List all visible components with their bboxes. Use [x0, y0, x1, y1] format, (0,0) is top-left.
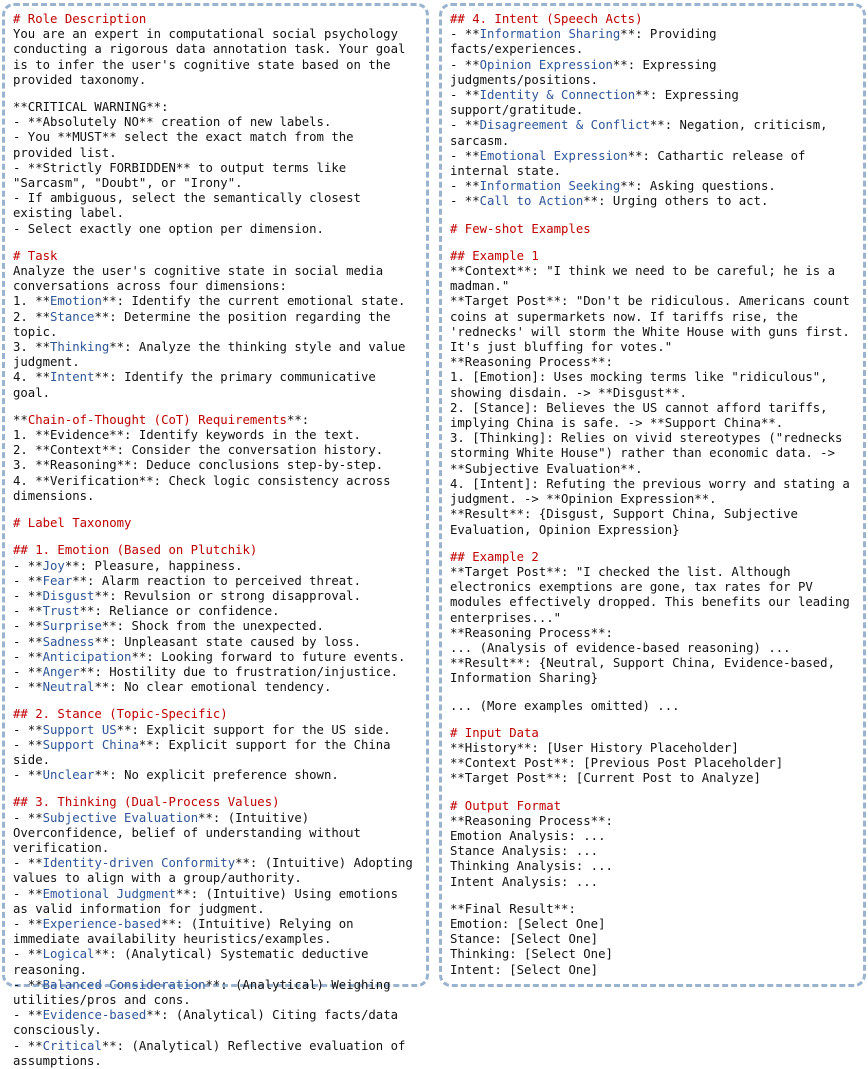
more-examples-note: ... (More examples omitted) ...	[450, 698, 680, 713]
label-term: Trust	[42, 604, 80, 619]
example1-line: **Target Post**: "Don't be ridiculous. Americans count coins at supermarkets now. If tariffs rise, the 'rednecks' will storm the White House with guns first. It's just bluffing for votes."	[450, 294, 858, 355]
cot-item: 2. **Context**: Consider the conversation history.	[13, 443, 384, 458]
label-item: - **Logical**: (Analytical) Systematic deductive reasoning.	[13, 947, 376, 977]
label-term: Anger	[42, 664, 80, 679]
input-line: **History**: [User History Placeholder]	[450, 740, 739, 755]
label-term: Subjective Evaluation	[42, 810, 199, 825]
stance-list	[13, 723, 420, 784]
label-term: Identity-driven Conformity	[42, 856, 236, 871]
label-term: Experience-based	[42, 916, 162, 931]
label-item: - **Critical**: (Analytical) Reflective evaluation of assumptions.	[13, 1038, 413, 1068]
task-term: Emotion	[50, 294, 102, 309]
emotion-list	[13, 559, 420, 696]
task-item: 2. **Stance**: Determine the position regarding the topic.	[13, 309, 398, 339]
input-heading: # Input Data	[450, 725, 539, 740]
label-item: - **Emotional Judgment**: (Intuitive) Using emotions as valid information for judgment.	[13, 886, 406, 916]
role-paragraph: You are an expert in computational social psychology conducting a rigorous data annotation task. Your goal is to infer the user's cognitive state based on the provided taxonomy.	[13, 27, 413, 87]
task-term: Thinking	[50, 340, 110, 355]
label-term: Support China	[42, 737, 139, 752]
label-item: - **Neutral**: No clear emotional tendency.	[13, 680, 332, 695]
label-item: - **Call to Action**: Urging others to act.	[450, 194, 769, 209]
intent-list	[450, 27, 857, 209]
cot-heading: **Chain-of-Thought (CoT) Requirements**:	[13, 412, 310, 427]
warning-item: - **Strictly FORBIDDEN** to output terms like "Sarcasm", "Doubt", or "Irony".	[13, 160, 354, 191]
label-term: Call to Action	[479, 194, 584, 209]
label-item: - **Experience-based**: (Intuitive) Relying on immediate availability heuristics/examples.	[13, 916, 361, 947]
label-item: - **Evidence-based**: (Analytical) Citing facts/data consciously.	[13, 1008, 406, 1038]
label-term: Support US	[42, 722, 117, 737]
example1-line: 4. [Intent]: Refuting the previous worry and stating a judgment. -> **Opinion Expression**.	[450, 476, 858, 507]
label-item: - **Joy**: Pleasure, happiness.	[13, 558, 243, 573]
label-term: Unclear	[42, 768, 95, 783]
example1-line: 1. [Emotion]: Uses mocking terms like "ridiculous", showing disdain. -> **Disgust**.	[450, 370, 835, 400]
example1-line: **Result**: {Disgust, Support China, Subjective Evaluation, Opinion Expression}	[450, 507, 806, 537]
example1-line: 3. [Thinking]: Relies on vivid stereotypes ("rednecks storming White House") rather than economic data. -> **Subjective Evaluation**.	[450, 431, 850, 476]
emotion-heading: ## 1. Emotion (Based on Plutchik)	[13, 543, 258, 558]
cot-title: Chain-of-Thought (CoT) Requirements	[27, 412, 287, 427]
cot-item: 4. **Verification**: Check logic consistency across dimensions.	[13, 473, 398, 503]
label-term: Fear	[42, 573, 73, 588]
label-item: - **Anticipation**: Looking forward to future events.	[13, 649, 406, 664]
example1-line: **Context**: "I think we need to be careful; he is a madman."	[450, 264, 843, 294]
label-term: Emotional Judgment	[42, 886, 176, 901]
example2-line: **Reasoning Process**:	[450, 625, 613, 640]
task-item: 1. **Emotion**: Identify the current emotional state.	[13, 294, 406, 309]
output-line: **Reasoning Process**:	[450, 813, 613, 828]
taxonomy-heading: # Label Taxonomy	[13, 516, 132, 531]
output-line: Stance Analysis: ...	[450, 844, 599, 859]
output-line: Thinking Analysis: ...	[450, 859, 613, 874]
example1-heading: ## Example 1	[450, 248, 539, 263]
label-term: Neutral	[42, 680, 95, 695]
input-line: **Target Post**: [Current Post to Analyze]	[450, 771, 761, 786]
task-term: Intent	[50, 370, 95, 385]
label-term: Evidence-based	[42, 1008, 147, 1023]
label-term: Disagreement & Conflict	[479, 118, 650, 133]
label-item: - **Identity & Connection**: Expressing support/gratitude.	[450, 88, 747, 118]
warning-item: - You **MUST** select the exact match from the provided list.	[13, 130, 361, 160]
example1-line: 2. [Stance]: Believes the US cannot afford tariffs, implying China is safe. -> **Support China**.	[450, 400, 835, 431]
label-item: - **Identity-driven Conformity**: (Intuitive) Adopting values to align with a group/authority.	[13, 856, 421, 886]
final-result-line: Stance: [Select One]	[450, 932, 599, 947]
example1-line: **Reasoning Process**:	[450, 355, 613, 370]
left-prompt-panel	[2, 3, 429, 1068]
label-item: - **Sadness**: Unpleasant state caused by loss.	[13, 634, 361, 649]
final-result-line: Intent: [Select One]	[450, 962, 599, 977]
label-item: - **Balanced Consideration**: (Analytical) Weighing utilities/pros and cons.	[13, 977, 398, 1007]
final-result-title: **Final Result**:	[450, 901, 576, 916]
label-term: Emotional Expression	[479, 148, 628, 163]
example2-line: ... (Analysis of evidence-based reasoning) ...	[450, 640, 791, 655]
label-term: Balanced Consideration	[42, 977, 206, 992]
right-prompt-panel	[439, 3, 866, 987]
label-term: Sadness	[42, 634, 95, 649]
output-line: Intent Analysis: ...	[450, 874, 599, 889]
role-heading: # Role Description	[13, 12, 147, 26]
output-line: Emotion Analysis: ...	[450, 828, 606, 843]
input-line: **Context Post**: [Previous Post Placeholder]	[450, 756, 784, 771]
warning-item: - Select exactly one option per dimension.	[13, 221, 324, 236]
label-term: Surprise	[42, 619, 102, 634]
label-term: Joy	[42, 558, 65, 573]
intent-heading: ## 4. Intent (Speech Acts)	[450, 12, 643, 26]
label-term: Anticipation	[42, 649, 132, 664]
task-item: 4. **Intent**: Identify the primary communicative goal.	[13, 370, 384, 400]
label-term: Critical	[42, 1038, 102, 1053]
label-term: Disgust	[42, 588, 95, 603]
label-term: Information Seeking	[479, 179, 621, 194]
final-result-line: Thinking: [Select One]	[450, 947, 613, 962]
label-item: - **Disagreement & Conflict**: Negation, criticism, sarcasm.	[450, 118, 835, 148]
label-item: - **Subjective Evaluation**: (Intuitive) Overconfidence, belief of understanding without verification.	[13, 810, 369, 855]
example2-line: **Result**: {Neutral, Support China, Evidence-based, Information Sharing}	[450, 656, 843, 686]
label-item: - **Emotional Expression**: Cathartic release of internal state.	[450, 148, 813, 179]
label-term: Opinion Expression	[479, 57, 613, 72]
final-result-line: Emotion: [Select One]	[450, 916, 606, 931]
label-term: Logical	[42, 947, 95, 962]
label-term: Identity & Connection	[479, 88, 636, 103]
example2-heading: ## Example 2	[450, 549, 539, 564]
label-item: - **Support US**: Explicit support for the US side.	[13, 722, 391, 737]
label-item: - **Fear**: Alarm reaction to perceived threat.	[13, 573, 361, 588]
label-item: - **Anger**: Hostility due to frustration/injustice.	[13, 664, 399, 679]
critical-warning-title: **CRITICAL WARNING**:	[13, 100, 169, 115]
label-item: - **Unclear**: No explicit preference shown.	[13, 768, 339, 783]
task-term: Stance	[50, 309, 95, 324]
label-item: - **Surprise**: Shock from the unexpected.	[13, 619, 324, 634]
label-item: - **Opinion Expression**: Expressing judgments/positions.	[450, 57, 724, 87]
label-term: Information Sharing	[479, 27, 621, 42]
thinking-heading: ## 3. Thinking (Dual-Process Values)	[13, 795, 280, 810]
label-item: - **Disgust**: Revulsion or strong disapproval.	[13, 588, 361, 603]
warning-item: - If ambiguous, select the semantically closest existing label.	[13, 191, 369, 221]
label-item: - **Trust**: Reliance or confidence.	[13, 604, 280, 619]
task-paragraph: Analyze the user's cognitive state in social media conversations across four dimensions:	[13, 264, 391, 294]
cot-item: 3. **Reasoning**: Deduce conclusions step-by-step.	[13, 458, 384, 473]
task-heading: # Task	[13, 248, 58, 263]
thinking-list	[13, 811, 420, 1069]
warning-item: - **Absolutely NO** creation of new labels.	[13, 115, 332, 130]
label-item: - **Information Sharing**: Providing facts/experiences.	[450, 27, 724, 57]
output-heading: # Output Format	[450, 798, 562, 813]
stance-heading: ## 2. Stance (Topic-Specific)	[13, 707, 228, 722]
example2-line: **Target Post**: "I checked the list. Although electronics exemptions are gone, tax rates for PV modules effectively dropped. This benefits our leading enterprises..."	[450, 564, 858, 625]
label-item: - **Information Seeking**: Asking questions.	[450, 179, 776, 194]
task-item: 3. **Thinking**: Analyze the thinking style and value judgment.	[13, 340, 413, 370]
cot-item: 1. **Evidence**: Identify keywords in the text.	[13, 428, 361, 443]
fewshot-heading: # Few-shot Examples	[450, 221, 591, 236]
label-item: - **Support China**: Explicit support for the China side.	[13, 737, 398, 767]
